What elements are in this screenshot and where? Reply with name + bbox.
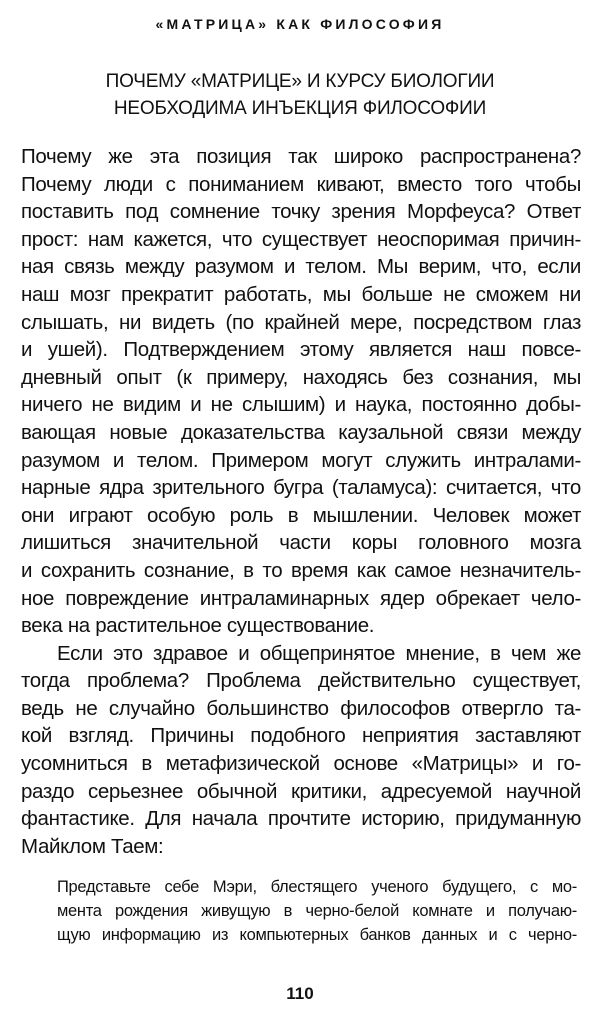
text-line: усомниться в метафизической основе «Матрицы» и го- — [21, 752, 581, 776]
quote-line: мента рождения живущую в черно-белой комнате и получаю- — [57, 902, 577, 920]
text-line: века на растительное существование. — [21, 614, 375, 638]
text-line: и сохранить сознание, в то время как самое незначитель- — [21, 558, 581, 582]
text-line: они играют особую роль в мышлении. Человек может — [21, 503, 581, 527]
text-line: ная связь между разумом и телом. Мы верим, что, если — [21, 255, 581, 279]
text-line: наш мозг прекратит работать, мы больше не сможем ни — [21, 282, 581, 306]
text-line: вающая новые доказательства каузальной связи между — [21, 420, 581, 444]
text-line: раздо серьезнее обычной критики, адресуемой научной — [21, 779, 581, 803]
text-line: лишиться значительной части коры головного мозга — [21, 531, 581, 555]
running-head: «МАТРИЦА» КАК ФИЛОСОФИЯ — [155, 16, 445, 32]
text-line: поставить под сомнение точку зрения Морфеуса? Ответ — [21, 200, 581, 224]
text-line: Почему же эта позиция так широко распространена? — [21, 145, 581, 168]
quote-line: щую информацию из компьютерных банков данных и с черно- — [57, 926, 577, 944]
text-line: Почему люди с пониманием кивают, вместо того чтобы — [21, 172, 581, 196]
text-line: ное повреждение интраламинарных ядер обрекает чело- — [21, 586, 581, 610]
text-line: кой взгляд. Причины подобного неприятия заставляют — [21, 724, 581, 748]
text-line: ведь не случайно большинство философов отвергло та- — [21, 696, 581, 720]
text-line: прост: нам кажется, что существует неоспоримая причин- — [21, 227, 581, 251]
text-line: ничего не видим и не слышим) и наука, постоянно добы- — [21, 393, 581, 417]
text-line: Если это здравое и общепринятое мнение, в чем же — [57, 641, 581, 665]
body-text — [21, 143, 581, 860]
section-heading-line: НЕОБХОДИМА ИНЪЕКЦИЯ ФИЛОСОФИИ — [113, 98, 487, 119]
paragraph-2 — [21, 640, 581, 861]
section-heading-line: ПОЧЕМУ «МАТРИЦЕ» И КУРСУ БИОЛОГИИ — [105, 71, 495, 92]
block-quote — [57, 875, 577, 947]
text-line: нарные ядра зрительного бугра (таламуса): считается, что — [21, 476, 581, 500]
text-line: тогда проблема? Проблема действительно существует, — [21, 669, 581, 693]
page-number: 110 — [286, 984, 314, 1003]
text-line: Майклом Таем: — [21, 834, 164, 858]
text-line: и ушей). Подтверждением этому является наш повсе- — [21, 338, 581, 362]
text-line: дневный опыт (к примеру, находясь без сознания, мы — [21, 365, 581, 389]
text-line: разумом и телом. Примером могут служить интралами- — [21, 448, 581, 472]
text-line: фантастике. Для начала прочтите историю, придуманную — [21, 807, 581, 831]
text-line: слышать, ни видеть (по крайней мере, посредством глаз — [21, 310, 581, 334]
quote-line: Представьте себе Мэри, блестящего ученого будущего, с мо- — [57, 878, 577, 896]
section-heading — [0, 68, 600, 122]
paragraph-1 — [21, 143, 581, 640]
